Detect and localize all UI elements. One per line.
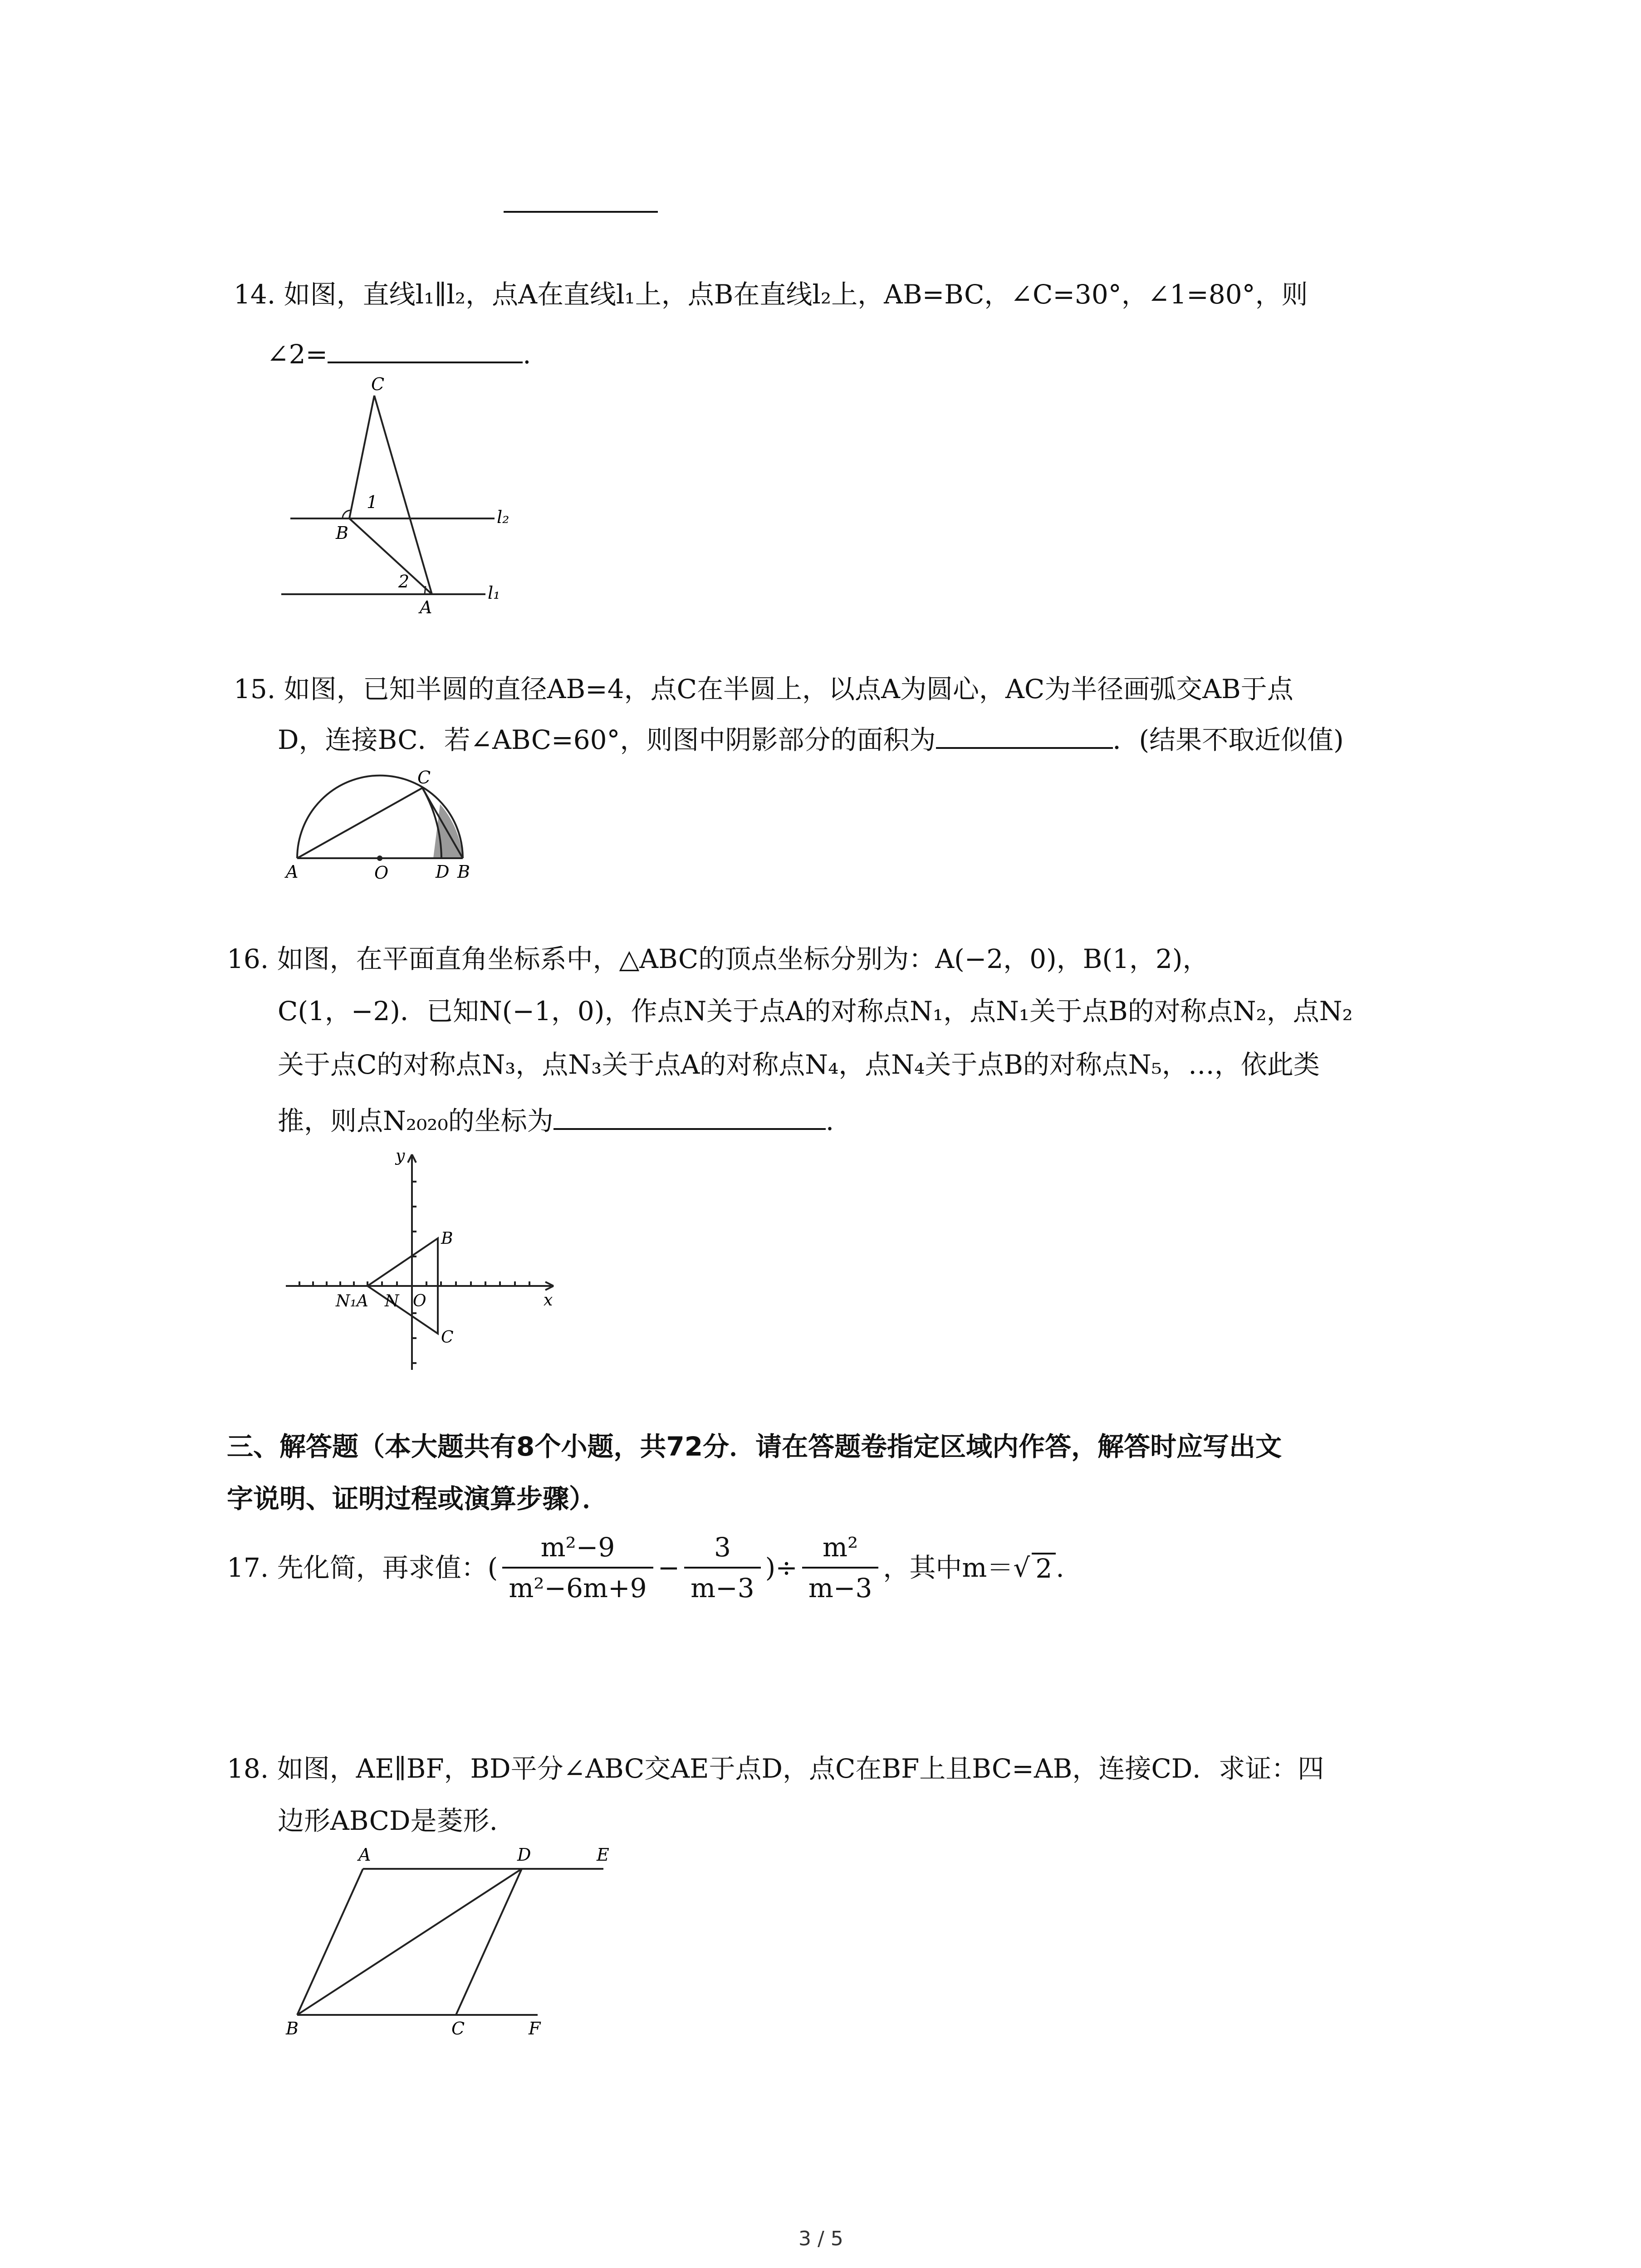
- q14-figure: [272, 372, 526, 617]
- q14-line1: 14. 如图，直线l₁∥l₂，点A在直线l₁上，点B在直线l₂上，AB=BC，∠C=30°，∠1=80°，则: [234, 279, 1308, 310]
- q17-frac3-numerator: m²: [802, 1533, 879, 1569]
- section3-heading-line2: 字说明、证明过程或演算步骤）．: [227, 1483, 609, 1514]
- q18-label-A: A: [358, 1845, 371, 1865]
- q15-line1: 15. 如图，已知半圆的直径AB=4，点C在半圆上，以点A为圆心，AC为半径画弧交AB于点: [234, 674, 1293, 704]
- q17-fraction-1: [502, 1533, 653, 1603]
- q18-label-D: D: [517, 1845, 531, 1865]
- q14-label-l2: l₂: [497, 507, 509, 527]
- q14-line2: [267, 339, 531, 370]
- q16-label-C: C: [441, 1328, 454, 1347]
- q16-label-O: O: [413, 1292, 426, 1310]
- q15-answer-blank[interactable]: [936, 747, 1113, 749]
- q14-label-1: 1: [367, 492, 378, 512]
- q16-figure: [277, 1143, 567, 1379]
- q17-fraction-3: [802, 1533, 879, 1603]
- q16-line3: 关于点C的对称点N₃，点N₃关于点A的对称点N₄，点N₄关于点B的对称点N₅，…，依此类: [278, 1049, 1320, 1080]
- q17-frac1-numerator: m²−9: [502, 1533, 653, 1569]
- page-number: 3 / 5: [798, 2227, 843, 2250]
- q16-line2: C(1，−2)．已知N(−1，0)，作点N关于点A的对称点N₁，点N₁关于点B的对称点N₂，点N₂: [278, 996, 1353, 1026]
- q15-label-D: D: [436, 862, 450, 882]
- section3-heading-line1: 三、解答题（本大题共有8个小题，共72分．请在答题卷指定区域内作答，解答时应写出文: [227, 1431, 1282, 1462]
- q14-label-B: B: [336, 523, 348, 543]
- q14-label-2: 2: [398, 572, 410, 591]
- q18-label-E: E: [597, 1845, 609, 1865]
- q17-tail: ，其中m＝: [883, 1552, 1014, 1583]
- q17-sqrt-radicand: 2: [1032, 1553, 1056, 1584]
- q18-line1: 18. 如图，AE∥BF，BD平分∠ABC交AE于点D，点C在BF上且BC=AB，连接CD．求证：四: [227, 1753, 1324, 1784]
- q16-label-N: N: [385, 1292, 399, 1310]
- q16-answer-blank[interactable]: [554, 1128, 826, 1130]
- q15-line2: [278, 724, 1344, 755]
- q14-label-C: C: [371, 374, 385, 394]
- q14-label-l1: l₁: [488, 583, 500, 603]
- q17-divide: )÷: [765, 1552, 798, 1583]
- q14-answer-blank[interactable]: [328, 362, 523, 363]
- q16-label-B: B: [441, 1229, 453, 1248]
- q17-end: .: [1056, 1552, 1064, 1583]
- q15-label-O: O: [374, 863, 389, 883]
- q17-prefix: 17. 先化简，再求值：(: [227, 1552, 498, 1583]
- q17-frac1-denominator: m²−6m+9: [509, 1572, 647, 1603]
- q15-line2-end: ．(结果不取近似值): [1112, 724, 1344, 755]
- q16-line4: [278, 1105, 834, 1136]
- q15-figure: [279, 764, 488, 887]
- q15-label-A: A: [286, 862, 299, 882]
- q17-sqrt-sign: √: [1013, 1552, 1030, 1583]
- q16-line1: 16. 如图，在平面直角坐标系中，△ABC的顶点坐标分别为：A(−2，0)，B(1，2)，: [227, 943, 1209, 974]
- q17-minus: −: [657, 1552, 680, 1583]
- q17-frac2-denominator: m−3: [691, 1572, 754, 1603]
- q15-label-B: B: [457, 862, 470, 882]
- q17-frac3-denominator: m−3: [808, 1572, 872, 1603]
- q18-figure: [277, 1842, 622, 2046]
- q14-line2-end: .: [523, 339, 531, 370]
- q15-line2-text: D，连接BC．若∠ABC=60°，则图中阴影部分的面积为: [278, 724, 936, 755]
- q17-expression: [227, 1533, 1064, 1603]
- q16-label-N1A: N₁A: [336, 1292, 368, 1310]
- q15-label-C: C: [417, 767, 431, 787]
- top-answer-blank[interactable]: [504, 211, 658, 213]
- q18-line2: 边形ABCD是菱形.: [278, 1805, 498, 1836]
- q14-angle2-label: ∠2=: [267, 339, 328, 370]
- q14-label-A: A: [420, 597, 432, 617]
- q17-fraction-2: [684, 1533, 761, 1603]
- q16-label-y: y: [396, 1147, 405, 1165]
- q16-line4-end: .: [825, 1105, 834, 1136]
- q18-label-C: C: [451, 2019, 465, 2038]
- q17-frac2-numerator: 3: [684, 1533, 761, 1569]
- q16-line4-text: 推，则点N₂₀₂₀的坐标为: [278, 1105, 554, 1136]
- q16-label-x: x: [544, 1291, 553, 1310]
- q18-label-F: F: [529, 2019, 541, 2038]
- q18-label-B: B: [286, 2019, 299, 2038]
